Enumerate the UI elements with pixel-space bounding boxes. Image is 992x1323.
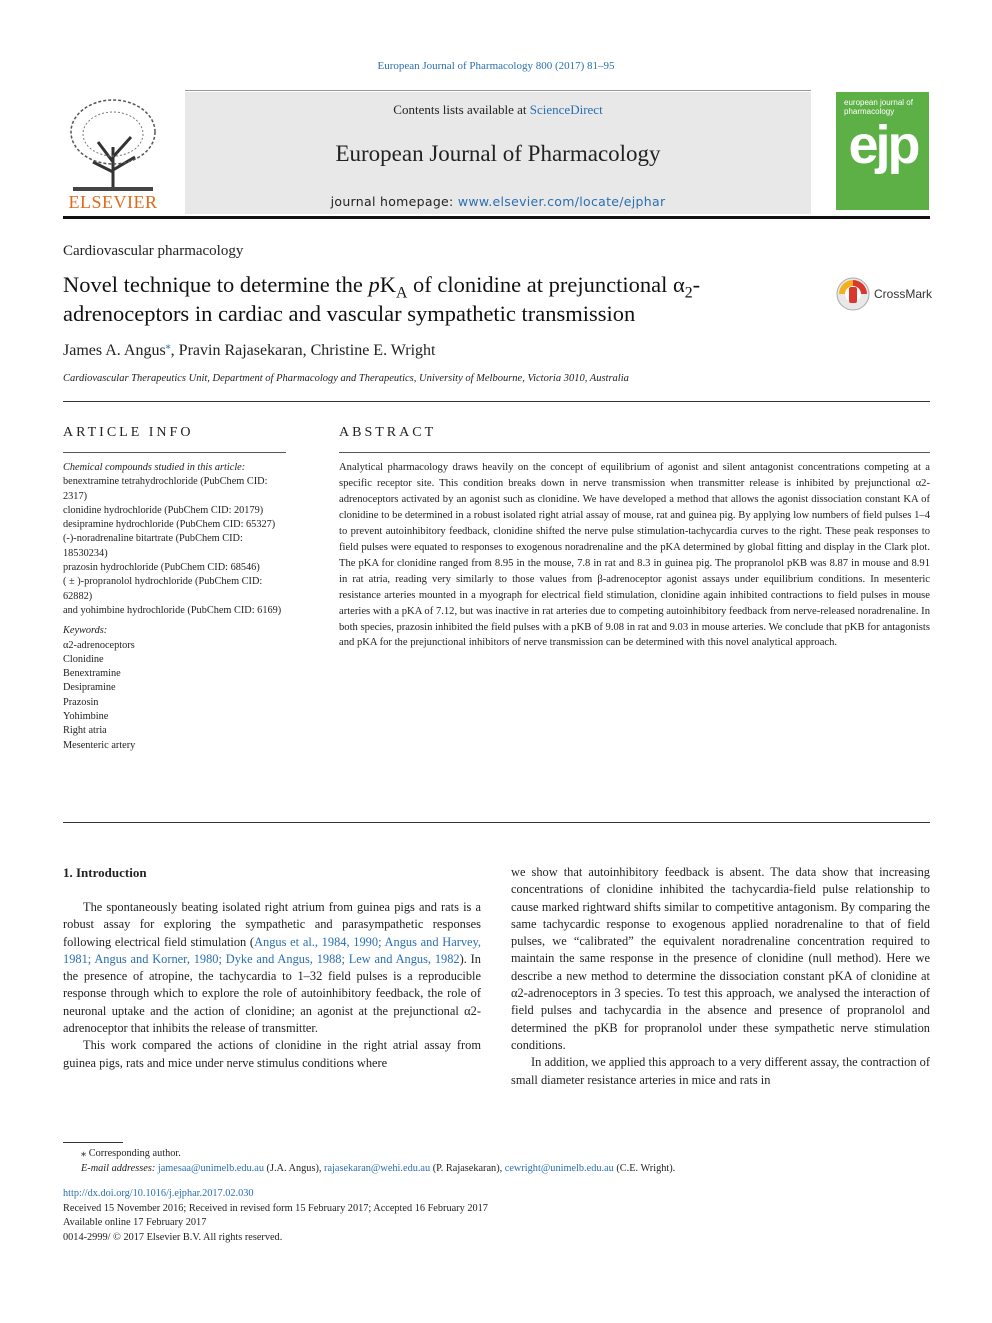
compound-item: (-)-noradrenaline bitartrate (PubChem CID: 18530234) — [63, 533, 243, 559]
author-list: James A. Angus⁎, Pravin Rajasekaran, Christine E. Wright — [63, 340, 436, 359]
crossmark-icon — [836, 277, 870, 311]
keyword-item: Yohimbine — [63, 711, 109, 723]
keyword-item: α2-adrenoceptors — [63, 639, 135, 651]
contents-line: Contents lists available at ScienceDirect — [393, 102, 603, 117]
compound-item: and yohimbine hydrochloride (PubChem CID: 6169) — [63, 604, 282, 616]
email-link-angus[interactable]: jamesaa@unimelb.edu.au — [157, 1163, 264, 1174]
homepage-link[interactable]: www.elsevier.com/locate/ejphar — [457, 194, 666, 209]
crossmark-label: CrossMark — [874, 287, 933, 301]
received-dates: Received 15 November 2016; Received in revised form 15 February 2017; Accepted 16 February 2017 — [63, 1202, 488, 1214]
keyword-item: Clonidine — [63, 653, 104, 665]
abstract-bottom-rule — [63, 822, 930, 823]
sciencedirect-link[interactable]: ScienceDirect — [529, 102, 603, 117]
keyword-item: Right atria — [63, 725, 107, 737]
compound-item: benextramine tetrahydrochloride (PubChem CID: 2317) — [63, 476, 268, 502]
footnote-rule — [63, 1142, 123, 1143]
header-bottom-rule — [63, 216, 930, 219]
cover-journal-text: european journal of pharmacology — [844, 98, 913, 116]
abstract-text: Analytical pharmacology draws heavily on the concept of equilibrium of agonist and silent antagonist concentrations competing at a specific receptor site. This condition breaks down in nerve transmission when transmitter release is inhibited by prejunctional α2-adrenoceptors activated by an agonist such as clonidine. We have developed a method that allows the agonist dissociation constant KA of clonidine to be determined in a robust isolated right atrial assay of mouse, rat and guinea pig. By applying low numbers of field pulses 1–4 to prevent autoinhibitory feedback, clonidine shifted the nerve pulse stimulation-tachycardia curves to the right. These peak responses to field pulses were equated to responses to exogenous noradrenaline and the pKA determined by global fitting and display in the Clark plot. The pKA for clonidine ranged from 8.95 in the mouse, 7.8 in rat and 8.3 in guinea pig. The propranolol pKB was 8.87 in mouse and 8.91 in rat atria, reading very similarly to those values from β-adrenoceptor agonist assays under equilibrium conditions. In mesenteric resistance arteries mounted in a myograph for electrical field stimulation, clonidine again inhibited contractions to field pulses in mouse arteries with a pKA of 7.12, but was inactive in rat arteries due to competing autoinhibitory feedback from nerve-released noradrenaline. In both species, prazosin inhibited the field pulses with a pKB of 9.08 in rat and 9.03 in mouse arteries. We conclude that pKB for antagonists and pKA for the prejunctional inhibitors of nerve transmission can be determined with this novel analytical approach. — [339, 462, 930, 649]
compound-item: ( ± )-propranolol hydrochloride (PubChem CID: 62882) — [63, 576, 263, 602]
header-top-rule — [185, 90, 811, 91]
abstract-heading: ABSTRACT — [339, 425, 437, 440]
keyword-item: Prazosin — [63, 696, 99, 708]
compounds-label: Chemical compounds studied in this article: — [63, 462, 246, 473]
publication-info — [63, 1187, 930, 1245]
compound-item: prazosin hydrochloride (PubChem CID: 68546) — [63, 562, 260, 574]
online-date: Available online 17 February 2017 — [63, 1217, 207, 1228]
email-link-rajasekaran[interactable]: rajasekaran@wehi.edu.au — [324, 1163, 431, 1174]
body-right-column — [511, 864, 930, 1089]
article-title: Novel technique to determine the $pK_A$ of clonidine at prejunctional $\alpha_2$-adrenoceptors in cardiac and vascular sympathetic transmission — [63, 272, 701, 326]
elsevier-logo — [63, 92, 163, 212]
article-info-heading: ARTICLE INFO — [63, 425, 194, 440]
doi-link[interactable]: http://dx.doi.org/10.1016/j.ejphar.2017.02.030 — [63, 1188, 254, 1199]
body-paragraph: we show that autoinhibitory feedback is absent. The data show that increasing concentrations of clonidine inhibited the tachycardia-field pulse relationship to cause marked rightward shifts similar to competitive antagonism. By comparing the same tachycardic response to exogenous applied noradrenaline to that of field pulses, we “calibrated” the equivalent noradrenaline concentration required to maintain the same response in the presence of clonidine (null method). Here we describe a new method to determine the dissociation constant pKA of clonidine at α2-adrenoceptors in 3 species. To test this approach, we analysed the interaction of field pulses and tachycardia in the absence and presence of propranolol and determined the pKB for propranolol under these sympathetic nerve stimulation conditions. — [511, 865, 930, 1052]
body-paragraph: This work compared the actions of clonidine in the right atrial assay from guinea pigs, rats and mice under nerve stimulus conditions where — [63, 1038, 481, 1070]
copyright: 0014-2999/ © 2017 Elsevier B.V. All rights reserved. — [63, 1231, 283, 1243]
publisher-name: ELSEVIER — [68, 192, 158, 212]
front-matter-rule — [63, 401, 930, 402]
footnotes — [63, 1146, 930, 1176]
keywords-label: Keywords: — [63, 625, 108, 637]
body-left-column — [63, 899, 481, 1072]
journal-title: European Journal of Pharmacology — [335, 141, 661, 166]
abstract-rule — [339, 452, 930, 453]
keyword-item: Benextramine — [63, 668, 121, 680]
email-line: E-mail addresses: jamesaa@unimelb.edu.au (J.A. Angus), rajasekaran@wehi.edu.au (P. Rajasekaran), cewright@unimelb.edu.au (C.E. Wright). — [81, 1163, 676, 1174]
journal-homepage: journal homepage: www.elsevier.com/locate/ejphar — [330, 194, 666, 209]
article-info-column — [63, 461, 286, 753]
affiliation: Cardiovascular Therapeutics Unit, Department of Pharmacology and Therapeutics, University of Melbourne, Victoria 3010, Australia — [63, 373, 629, 384]
corresponding-note: ⁎ Corresponding author. — [81, 1148, 181, 1159]
compound-item: desipramine hydrochloride (PubChem CID: 65327) — [63, 519, 276, 531]
article-section: Cardiovascular pharmacology — [63, 243, 244, 259]
introduction-heading: 1. Introduction — [63, 865, 147, 880]
article-info-rule — [63, 452, 286, 453]
body-paragraph: The spontaneously beating isolated right atrium from guinea pigs and rats is a robust assay for exploring the sympathetic and parasympathetic responses following electrical field stimulation (Angus et al., 1984, 1990; Angus and Harvey, 1981; Angus and Korner, 1980; Dyke and Angus, 1988; Lew and Angus, 1982). In the presence of atropine, the tachycardia to 1–32 field pulses is a reproducible response through which to explore the role of autoinhibitory feedback, the role of neuronal uptake and the action of clonidine; an agonist at the prejunctional α2-adrenoceptor that inhibits the release of transmitter. — [63, 900, 482, 1036]
keyword-item: Desipramine — [63, 682, 116, 694]
compound-item: clonidine hydrochloride (PubChem CID: 20179) — [63, 504, 264, 516]
journal-citation[interactable]: European Journal of Pharmacology 800 (2017) 81–95 — [377, 60, 615, 72]
body-paragraph: In addition, we applied this approach to a very different assay, the contraction of small diameter resistance arteries in mice and rats in — [511, 1055, 930, 1087]
crossmark-badge[interactable] — [836, 275, 936, 315]
keyword-item: Mesenteric artery — [63, 739, 136, 751]
cover-logo-text: ejp — [848, 115, 918, 175]
email-link-wright[interactable]: cewright@unimelb.edu.au — [504, 1163, 614, 1174]
reference-links[interactable]: Angus et al., 1984, 1990; Angus and Harvey, 1981; Angus and Korner, 1980; Dyke and Angus, 1988; Lew and Angus, 1982 — [63, 934, 482, 966]
journal-cover[interactable] — [836, 92, 929, 210]
corresponding-author-mark[interactable]: ⁎ — [165, 340, 171, 352]
